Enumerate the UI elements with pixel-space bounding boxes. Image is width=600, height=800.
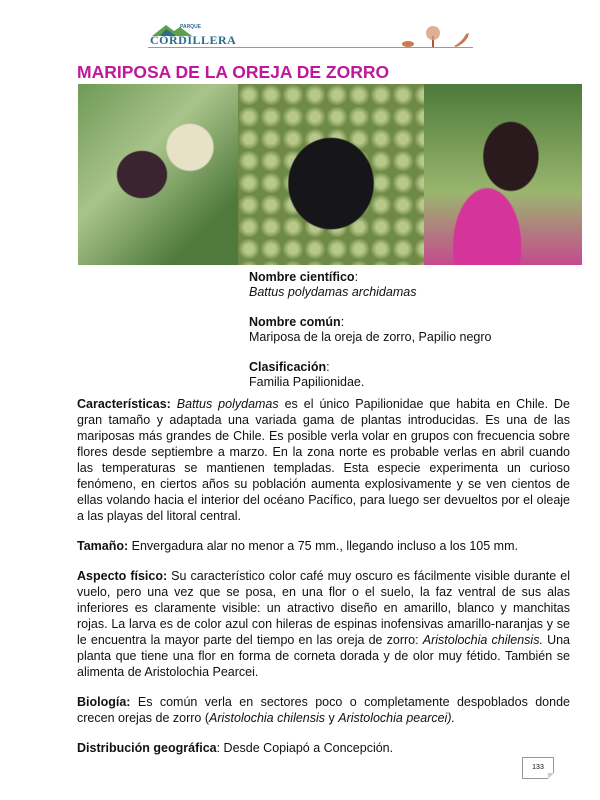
scientific-name-value: Battus polydamas archidamas: [249, 285, 417, 299]
paragraph-text: Es común verla en sectores poco o completamente despoblados donde crecen orejas de zorro (: [77, 695, 570, 725]
page-title: MARIPOSA DE LA OREJA DE ZORRO: [77, 62, 390, 82]
common-name-value: Mariposa de la oreja de zorro, Papilio negro: [249, 330, 492, 344]
paragraph-text: Una planta que tiene una flor en forma de corneta dorada y de olor muy fétido. También se alimenta de Aristolochia Pearcei.: [77, 633, 570, 679]
italic-text: Aristolochia pearcei).: [338, 711, 455, 725]
paragraph-text: y: [325, 711, 339, 725]
logo-big-text: CORDILLERA: [150, 33, 237, 47]
butterfly-photo: [238, 84, 424, 265]
photo-strip: [78, 84, 582, 265]
italic-text: Aristolochia chilensis: [209, 711, 326, 725]
scientific-name-label: Nombre científico: [249, 270, 355, 284]
size-paragraph: [77, 538, 570, 554]
characteristics-paragraph: [77, 396, 570, 524]
classification-value: Familia Papilionidae.: [249, 375, 365, 389]
caterpillar-photo: [78, 84, 238, 265]
italic-text: Battus polydamas: [176, 397, 279, 411]
paragraph-text: es el único Papilionidae que habita en Chile. De gran tamaño y adaptada una variada gama de plantas introducidas. Es una de las mariposas más grandes de Chile. Es posible verla volar en grupos con frecuencia sobre flores desde septiembre a marzo. En la zona norte es probable verlas en abril cuando las temperaturas se mantienen templadas. Esta especie experimenta un curioso fenómeno, en ciertos años su población aumenta explosivamente y se ven cientos de ellas volando hacia el interior del océano Pacífico, para luego ser devueltos por el oleaje a las playas del litoral central.: [77, 397, 570, 523]
italic-text: Aristolochia chilensis.: [422, 633, 543, 647]
section-label: Biología:: [77, 695, 131, 709]
distribution-paragraph: [77, 740, 570, 756]
butterfly-on-flower-photo: [424, 84, 582, 265]
body-text: [77, 396, 570, 770]
section-label: Distribución geográfica: [77, 741, 217, 755]
paragraph-text: Envergadura alar no menor a 75 mm., llegando incluso a los 105 mm.: [128, 539, 518, 553]
parque-cordillera-logo: [150, 22, 250, 48]
header-divider: [148, 47, 473, 48]
section-label: Aspecto físico:: [77, 569, 168, 583]
common-name-label: Nombre común: [249, 315, 341, 329]
biology-paragraph: [77, 694, 570, 726]
physical-aspect-paragraph: [77, 568, 570, 680]
section-label: Características:: [77, 397, 171, 411]
logo-small-text: PARQUE: [180, 24, 202, 30]
species-info: Nombre científico: Battus polydamas archidamas Nombre común: Mariposa de la oreja de zorro, Papilio negro Clasificación: Familia Papilionidae.: [249, 270, 492, 389]
paragraph-text: : Desde Copiapó a Concepción.: [216, 741, 394, 755]
fauna-flora-decoration-icon: [398, 24, 474, 48]
paragraph-text: Su característico color café muy oscuro es fácilmente visible durante el vuelo, pero una vez que se posa, en una flor o el suelo, la faz ventral de sus alas inferiores es claramente visible: un atractivo diseño en amarillo, blanco y manchitas rojas. La larva es de color azul con hileras de espinas inofensivas amarillo-naranjas y se le encuentra la mayor parte del tiempo en las oreja de zorro:: [77, 569, 570, 647]
page-number: 133: [522, 757, 554, 779]
section-label: Tamaño:: [77, 539, 129, 553]
classification-label: Clasificación: [249, 360, 327, 374]
